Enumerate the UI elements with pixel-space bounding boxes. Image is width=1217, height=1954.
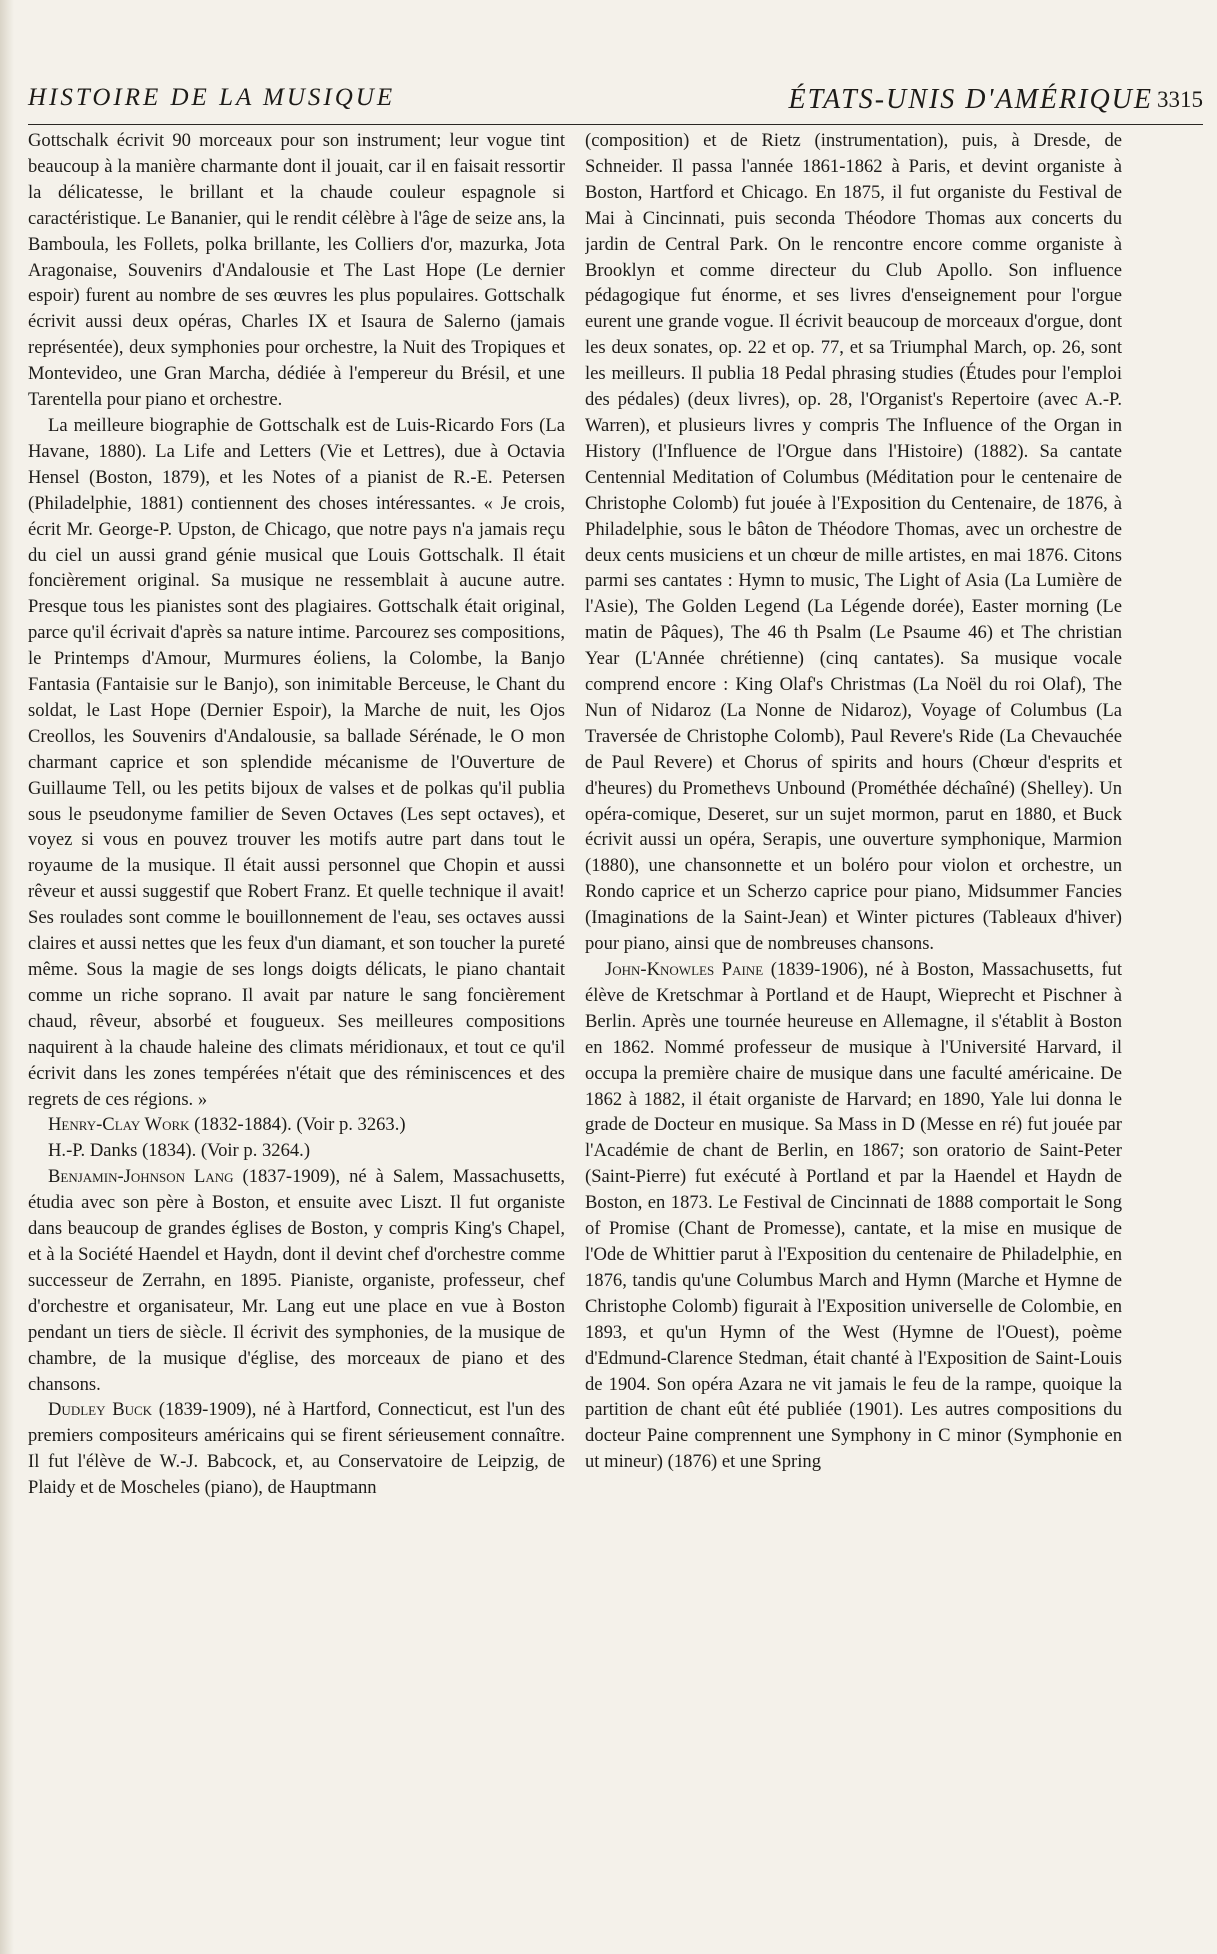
paragraph-text: (1839-1906), né à Boston, Massachusetts, fut élève de Kretschmar à Portland et de Haupt, Wieprecht et Pischner à Berlin. Après une tournée heureuse en Allemagne, il s'établit à Boston en 1862. Nommé professeur de musique à l'Université Harvard, il occupa la première chaire de musique dans une faculté américaine. De 1862 à 1882, il était organiste de Harvard; en 1890, Yale lui donna le grade de Docteur en musique. Sa Mass in D (Messe en ré) fut jouée par l'Académie de chant de Berlin, en 1867; son oratorio de Saint-Peter (Saint-Pierre) fut exécuté à Portland et par la Haendel et Haydn de Boston, en 1873. Le Festival de Cincinnati de 1888 comportait le Song of Promise (Chant de Promesse), cantate, et la mise en musique de l'Ode de Whittier parut à l'Exposition du centenaire de Philadelphie, en 1876, tandis qu'une Columbus March and Hymn (Marche et Hymne de Christophe Colomb) figurait à l'Exposition universelle de Colombie, en 1893, et qu'un Hymn of the West (Hymne de l'Ouest), poème d'Edmund-Clarence Stedman, était chanté à l'Exposition de Saint-Louis de 1904. Son opéra Azara ne vit jamais le feu de la rampe, quoique la partition de chant eût été publiée (1901). Les autres compositions du docteur Paine comprennent une Symphony in C minor (Symphonie en ut mineur) (1876) et une Spring	[585, 959, 1122, 1473]
paragraph	[28, 1397, 565, 1501]
paragraph: H.-P. Danks (1834). (Voir p. 3264.)	[48, 1140, 311, 1162]
header-right-title: ÉTATS-UNIS D'AMÉRIQUE	[788, 84, 1153, 115]
paragraph-text: (1837-1909), né à Salem, Massachusetts, étudia avec son père à Boston, et ensuite avec Liszt. Il fut organiste dans beaucoup de grandes églises de Boston, y compris King's Chapel, et à la Société Haendel et Haydn, dont il devint chef d'orchestre comme successeur de Zerrahn, en 1895. Pianiste, organiste, professeur, chef d'orchestre et organisateur, Mr. Lang eut une place en vue à Boston pendant un tiers de siècle. Il écrivit des symphonies, de la musique de chambre, de la musique d'église, des morceaux de piano et des chansons.	[28, 1166, 565, 1395]
page-number: 3315	[1157, 87, 1203, 112]
composer-name: Benjamin-Johnson Lang	[48, 1166, 234, 1188]
paragraph	[585, 957, 1122, 1475]
composer-name: John-Knowles Paine	[605, 959, 764, 980]
composer-name: Dudley Buck	[48, 1399, 153, 1421]
right-column	[585, 128, 1122, 1928]
running-header	[28, 84, 1203, 124]
paragraph	[28, 1164, 565, 1397]
paragraph: Gottschalk écrivit 90 morceaux pour son instrument; leur vogue tint beaucoup à la manière charmante dont il jouait, car il en faisait ressortir la délicatesse, le brillant et la chaude couleur espagnole si caractéristique. Le Bananier, qui le rendit célèbre à l'âge de seize ans, la Bamboula, les Follets, polka brillante, les Colliers d'or, mazurka, Jota Aragonaise, Souvenirs d'Andalousie et The Last Hope (Le dernier espoir) furent au nombre de ses œuvres les plus populaires. Gottschalk écrivit aussi deux opéras, Charles IX et Isaura de Salerno (jamais représentée), deux symphonies pour orchestre, la Nuit des Tropiques et Montevideo, une Gran Marcha, dédiée à l'empereur du Brésil, et une Tarentella pour piano et orchestre.	[28, 130, 565, 411]
composer-name: Henry-Clay Work	[48, 1114, 190, 1136]
paragraph: (composition) et de Rietz (instrumentation), puis, à Dresde, de Schneider. Il passa l'année 1861-1862 à Paris, et devint organiste à Boston, Hartford et Chicago. En 1875, il fut organiste du Festival de Mai à Cincinnati, puis seconda Théodore Thomas aux concerts du jardin de Central Park. On le rencontre encore comme organiste à Brooklyn et comme directeur du Club Apollo. Son influence pédagogique fut énorme, et ses livres d'enseignement pour l'orgue eurent une grande vogue. Il écrivit beaucoup de morceaux d'orgue, dont les deux sonates, op. 22 et op. 77, et sa Triumphal March, op. 26, sont les meilleurs. Il publia 18 Pedal phrasing studies (Études pour l'emploi des pédales) (deux livres), op. 28, l'Organist's Repertoire (avec A.-P. Warren), et plusieurs livres y compris The Influence of the Organ in History (l'Influence de l'Orgue dans l'Histoire) (1882). Sa cantate Centennial Meditation of Columbus (Méditation pour le centenaire de Christophe Colomb) fut jouée à l'Exposition du Centenaire, de 1876, à Philadelphie, sous le bâton de Théodore Thomas, avec un orchestre de deux cents musiciens et un chœur de mille artistes, en mai 1876. Citons parmi ses cantates : Hymn to music, The Light of Asia (La Lumière de l'Asie), The Golden Legend (La Légende dorée), Easter morning (Le matin de Pâques), The 46 th Psalm (Le Psaume 46) et The christian Year (L'Année chrétienne) (cinq cantates). Sa musique vocale comprend encore : King Olaf's Christmas (La Noël du roi Olaf), The Nun of Nidaroz (La Nonne de Nidaroz), Voyage of Columbus (La Traversée de Christophe Colomb), Paul Revere's Ride (La Chevauchée de Paul Revere) et Chorus of spirits and hours (Chœur d'esprits et d'heures) du Promethevs Unbound (Prométhée déchaîné) (Shelley). Un opéra-comique, Deseret, sur un sujet mormon, parut en 1880, et Buck écrivit aussi un opéra, Serapis, une ouverture symphonique, Marmion (1880), une chansonnette et un boléro pour violon et orchestre, un Rondo caprice et un Scherzo caprice pour piano, Midsummer Fancies (Imaginations de la Saint-Jean) et Winter pictures (Tableaux d'hiver) pour piano, ainsi que de nombreuses chansons.	[585, 130, 1122, 955]
binding-edge	[0, 0, 14, 1954]
left-column	[28, 128, 565, 1928]
paragraph: La meilleure biographie de Gottschalk est de Luis-Ricardo Fors (La Havane, 1880). La Life and Letters (Vie et Lettres), due à Octavia Hensel (Boston, 1879), et les Notes of a pianist de R.-E. Petersen (Philadelphie, 1881) contiennent des choses intéressantes. « Je crois, écrit Mr. George-P. Upston, de Chicago, que notre pays n'a jamais reçu du ciel un aussi grand génie musical que Louis Gottschalk. Il était foncièrement original. Sa musique ne ressemblait à aucune autre. Presque tous les pianistes sont des plagiaires. Gottschalk était original, parce qu'il écrivait d'après sa nature intime. Parcourez ses compositions, le Printemps d'Amour, Murmures éoliens, la Colombe, la Banjo Fantasia (Fantaisie sur le Banjo), son inimitable Berceuse, le Chant du soldat, le Last Hope (Dernier Espoir), la Marche de nuit, les Ojos Creollos, les Souvenirs d'Andalousie, sa ballade Sérénade, le O mon charmant caprice et son splendide mécanisme de l'Ouverture de Guillaume Tell, ou les petits bijoux de valses et de polkas qu'il publia sous le pseudonyme familier de Seven Octaves (Les sept octaves), et voyez si vous en pouvez trouver les motifs autre part dans tout le royaume de la musique. Il était aussi personnel que Chopin et aussi rêveur et aussi suggestif que Robert Franz. Et quelle technique il avait! Ses roulades sont comme le bouillonnement de l'eau, ses octaves aussi claires et aussi nettes que les feux d'un diamant, et son toucher la pureté même. Sous la magie de ses longs doigts délicats, le piano chantait comme un riche soprano. Il avait par nature le sang foncièrement chaud, rêveur, absorbé et fougueux. Ses meilleures compositions naquirent à la chaude haleine des climats méridionaux, et tout ce qu'il écrivit dans les zones tempérées n'était que des réminiscences et des regrets de ces régions. »	[28, 414, 565, 1110]
paragraph	[28, 1112, 565, 1138]
header-left-title: HISTOIRE DE LA MUSIQUE	[28, 84, 396, 111]
paragraph-text: (1832-1884). (Voir p. 3263.)	[189, 1114, 406, 1136]
paragraph-text: (1839-1909), né à Hartford, Connecticut, est l'un des premiers compositeurs américains qui se firent sérieusement connaître. Il fut l'élève de W.-J. Babcock, et, au Conservatoire de Leipzig, de Plaidy et de Moscheles (piano), de Hauptmann	[28, 1399, 565, 1499]
header-rule	[28, 124, 1203, 125]
